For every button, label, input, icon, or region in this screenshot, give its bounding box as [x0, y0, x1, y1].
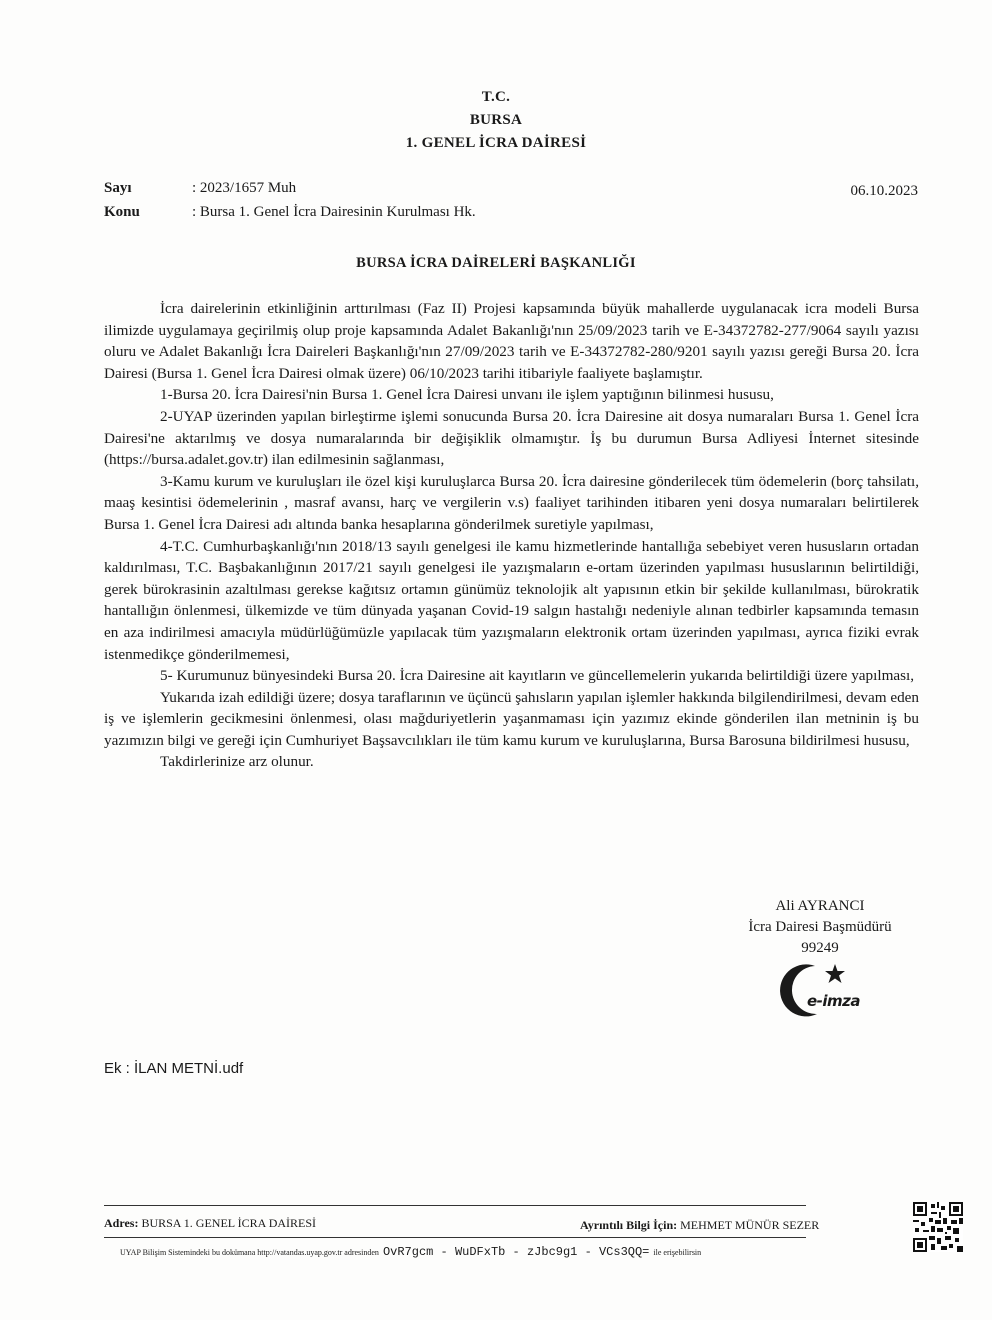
signer-name: Ali AYRANCI	[775, 898, 865, 914]
paragraph-item-5: 5- Kurumunuz bünyesindeki Bursa 20. İcra Dairesine ait kayıtların ve güncellemelerin yukarıda belirtildiği üzere yapılması,	[160, 667, 915, 685]
paragraph-request: Yukarıda izah edildiği üzere; dosya taraflarının ve üçüncü şahısların yapılan işlemler hakkında bilgilendirilmesi, devam eden iş ve işlemlerin gecikmesini önlenmesi, olası mağduriyetlerin yaşanmaması için yazımız ekinde gönderilen ilan metninin iş bu yazımızın bilgi ve gereği için Cumhuriyet Başsavcılıkları ile tüm kamu kurum ve kuruluşlarına, Bursa Barosuna bildirilmesi hususu,	[104, 688, 919, 749]
recipient: BURSA İCRA DAİRELERİ BAŞKANLIĞI	[356, 255, 636, 271]
qr-code-icon	[913, 1202, 963, 1252]
header-city: BURSA	[469, 112, 523, 128]
footer-contact	[580, 1218, 819, 1233]
footer-info-value: MEHMET MÜNÜR SEZER	[680, 1218, 820, 1232]
paragraph-closing: Takdirlerinize arz olunur.	[160, 753, 314, 771]
e-signature-text: e-imza	[807, 992, 861, 1010]
footer-address-value: BURSA 1. GENEL İCRA DAİRESİ	[141, 1216, 317, 1230]
footer-address	[104, 1216, 316, 1231]
footer-info-label: Ayrıntılı Bilgi İçin:	[580, 1218, 678, 1232]
attachment-line: Ek : İLAN METNİ.udf	[104, 1060, 244, 1077]
footer-verify	[120, 1242, 701, 1260]
signer-title: İcra Dairesi Başmüdürü	[748, 919, 892, 935]
sayi-value: : 2023/1657 Muh	[192, 180, 297, 196]
sayi-label: Sayı	[104, 180, 132, 196]
paragraph-item-1: 1-Bursa 20. İcra Dairesi'nin Bursa 1. Genel İcra Dairesi unvanı ile işlem yaptığının bilinmesi hususu,	[160, 386, 774, 404]
e-signature-stamp	[775, 958, 885, 1020]
header-tc: T.C.	[481, 89, 511, 105]
document-date: 06.10.2023	[850, 183, 918, 199]
header-office: 1. GENEL İCRA DAİRESİ	[405, 135, 587, 151]
konu-label: Konu	[104, 204, 140, 220]
crescent-star-icon	[775, 958, 885, 1020]
paragraph-item-2: 2-UYAP üzerinden yapılan birleştirme işlemi sonucunda Bursa 20. İcra Dairesine ait dosya numaraları Bursa 1. Genel İcra Dairesi'ne aktarılmış ve dosya numaralarında bir değişiklik olmamıştır. İş bu durumun Bursa Adliyesi İnternet sitesinde (https://bursa.adalet.gov.tr) ilan edilmesinin sağlanması,	[104, 407, 919, 469]
footer-verify-code: OvR7gcm - WuDFxTb - zJbc9g1 - VCs3QQ=	[382, 1245, 650, 1259]
konu-value: : Bursa 1. Genel İcra Dairesinin Kurulması Hk.	[192, 204, 476, 220]
footer-verify-prefix: UYAP Bilişim Sistemindeki bu dokümana http://vatandas.uyap.gov.tr adresinden	[120, 1248, 379, 1257]
paragraph-item-3: 3-Kamu kurum ve kuruluşları ile özel kişi kuruluşlarca Bursa 20. İcra dairesine gönderilecek tüm ödemelerin (borç tahsilatı, maaş kesintisi ödemelerinin , masraf avansı, harç ve vergilerin v.s) faaliyet tarihinden itibaren yeni dosya numaraları belirtilerek Bursa 1. Genel İcra Dairesi adı altında banka hesaplarına gönderilmek suretiyle yapılması,	[104, 472, 919, 533]
footer-divider	[104, 1205, 806, 1206]
signature-block	[720, 896, 920, 959]
footer-divider-2	[104, 1237, 806, 1238]
footer-verify-suffix: ile erişebilirsin	[653, 1248, 702, 1257]
paragraph-intro: İcra dairelerinin etkinliğinin arttırılması (Faz II) Projesi kapsamında büyük mahallerde uygulanacak icra modeli Bursa ilimizde uygulamaya geçirilmiş olup proje kapsamında Adalet Bakanlığı'nın 25/09/2023 tarih ve E-34372782-277/9064 sayılı yazısı oluru ve Adalet Bakanlığı İcra Daireleri Başkanlığı'nın 27/09/2023 tarih ve E-34372782-280/9201 sayılı yazısı gereği Bursa 20. İcra Dairesi (Bursa 1. Genel İcra Dairesi olmak üzere) 06/10/2023 tarihi itibariyle faaliyete başlamıştır.	[104, 300, 919, 382]
document-body	[104, 298, 919, 773]
signer-number: 99249	[801, 940, 839, 956]
footer-address-label: Adres:	[104, 1216, 139, 1230]
paragraph-item-4: 4-T.C. Cumhurbaşkanlığı'nın 2018/13 sayılı genelgesi ile kamu hizmetlerinde hantallığa sebebiyet veren hususların ortadan kaldırılması, T.C. Başbakanlığının 2017/21 sayılı genelgesi ile yazışmaların e-ortam üzerinden yapılması hususlarının belirtildiği, gerek bürokrasinin azaltılması gerekse kağıtsız ortamın günümüz teknolojik alt yapısının etkin bir şekilde kullanılması, bürokratik hantallığın önlenmesi, ülkemizde ve tüm dünyada yaşanan Covid-19 salgın hastalığı nedeniyle alınan tedbirler kapsamında temasın en aza indirilmesi amacıyla müdürlüğümüzle yapılacak tüm yazışmaların elektronik ortam üzerinden yapılması, ayrıca fiziki evrak istenmedikçe gönderilmemesi,	[104, 537, 919, 663]
